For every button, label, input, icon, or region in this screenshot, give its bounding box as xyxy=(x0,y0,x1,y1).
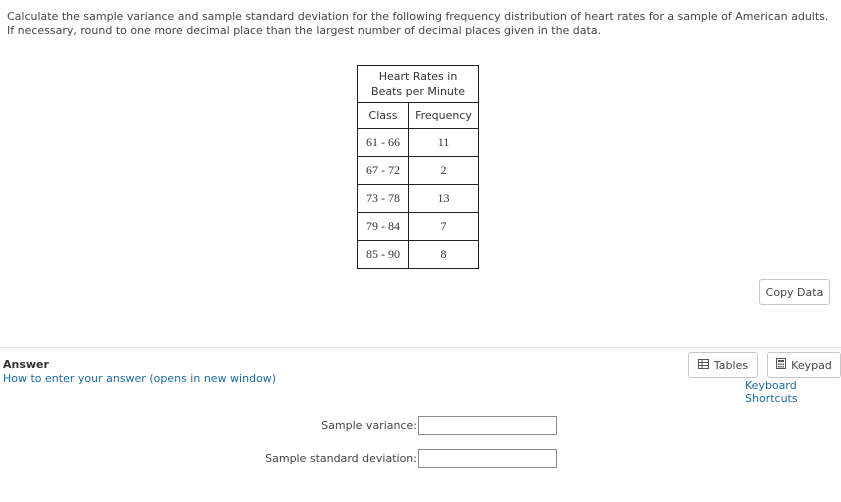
answer-heading: Answer xyxy=(3,358,49,371)
class-cell: 61 - 66 xyxy=(358,129,409,157)
sample-sd-input[interactable] xyxy=(418,449,557,468)
sample-variance-label: Sample variance: xyxy=(321,419,417,432)
table-row xyxy=(358,157,479,185)
header-frequency: Frequency xyxy=(409,103,479,129)
frequency-cell: 8 xyxy=(409,241,479,269)
class-cell: 79 - 84 xyxy=(358,213,409,241)
question-text: Calculate the sample variance and sample standard deviation for the following frequency distribution of heart rates for a sample of American adults. If necessary, round to one more decimal place than the largest number of decimal places given in the data. xyxy=(7,10,829,37)
table-caption-line1: Heart Rates in xyxy=(378,70,458,83)
frequency-table xyxy=(357,65,479,269)
tables-button[interactable] xyxy=(688,352,758,378)
table-caption-line2: Beats per Minute xyxy=(371,85,465,98)
keypad-label: Keypad xyxy=(791,358,832,372)
class-cell: 85 - 90 xyxy=(358,241,409,269)
table-caption xyxy=(358,66,479,103)
class-cell: 67 - 72 xyxy=(358,157,409,185)
sample-sd-label: Sample standard deviation: xyxy=(265,452,417,465)
table-row xyxy=(358,213,479,241)
table-row xyxy=(358,185,479,213)
header-class: Class xyxy=(358,103,409,129)
tables-label: Tables xyxy=(713,358,749,372)
keyboard-shortcuts-link[interactable]: Keyboard Shortcuts xyxy=(745,379,798,405)
section-divider xyxy=(0,347,841,348)
calculator-keypad-icon xyxy=(776,358,786,372)
how-to-enter-answer-link[interactable]: How to enter your answer (opens in new window) xyxy=(3,372,277,385)
sample-variance-input[interactable] xyxy=(418,416,557,435)
class-cell: 73 - 78 xyxy=(358,185,409,213)
keypad-button[interactable] xyxy=(767,352,841,378)
frequency-cell: 7 xyxy=(409,213,479,241)
copy-data-button[interactable]: Copy Data xyxy=(759,279,830,305)
frequency-cell: 13 xyxy=(409,185,479,213)
table-row xyxy=(358,241,479,269)
frequency-cell: 2 xyxy=(409,157,479,185)
table-grid-icon xyxy=(698,359,709,372)
table-row xyxy=(358,129,479,157)
frequency-cell: 11 xyxy=(409,129,479,157)
